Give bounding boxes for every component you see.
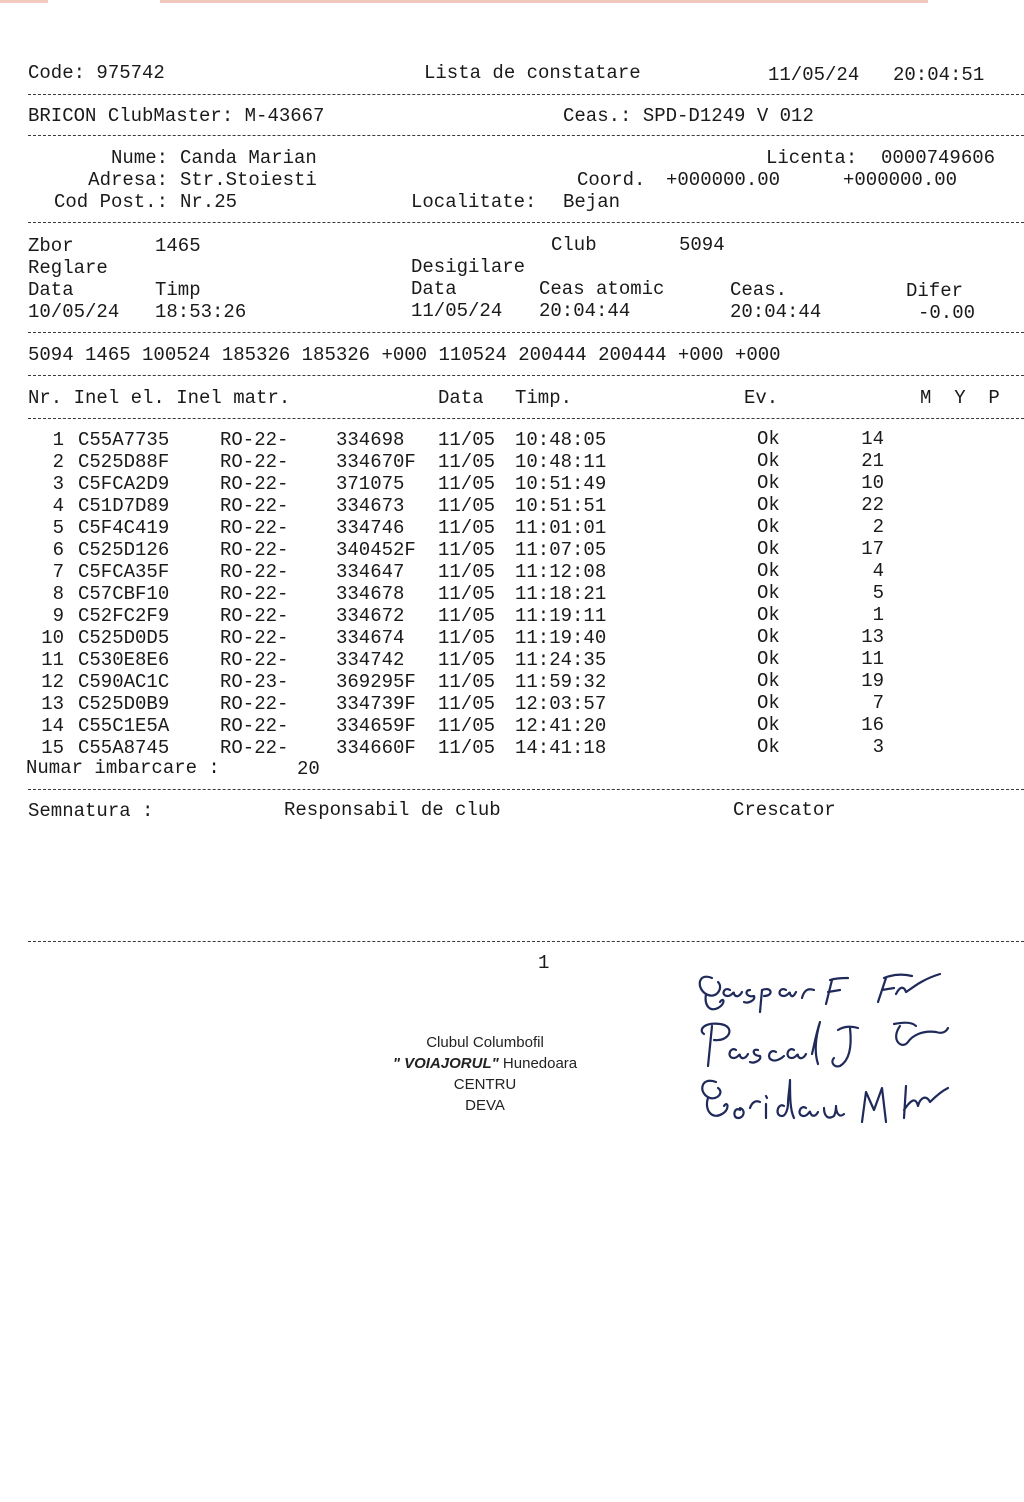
row-ring-number: 334742 bbox=[336, 649, 405, 671]
row-nr: 15 bbox=[41, 737, 64, 759]
page-number: 1 bbox=[538, 952, 550, 974]
row-nr: 12 bbox=[41, 671, 64, 693]
row-ring-electronic: C525D0B9 bbox=[78, 693, 170, 715]
row-ring-electronic: C525D0D5 bbox=[78, 627, 170, 649]
row-event: Ok bbox=[757, 472, 780, 494]
row-event: Ok bbox=[757, 538, 780, 560]
stamp-line-club: Clubul Columbofil bbox=[426, 1034, 544, 1051]
row-ring-number: 334678 bbox=[336, 583, 405, 605]
clock-time: 20:04:44 bbox=[730, 301, 822, 323]
row-time: 11:19:40 bbox=[515, 627, 607, 649]
row-date: 11/05 bbox=[438, 429, 496, 451]
club-stamp bbox=[360, 1032, 610, 1116]
signature-label: Semnatura : bbox=[28, 800, 154, 822]
boarding-count-label: Numar imbarcare : bbox=[26, 757, 220, 779]
row-nr: 11 bbox=[41, 649, 64, 671]
row-nr: 4 bbox=[52, 495, 64, 517]
row-event: Ok bbox=[757, 736, 780, 758]
row-position: 22 bbox=[861, 494, 884, 516]
row-date: 11/05 bbox=[438, 737, 496, 759]
row-ring-prefix: RO-22- bbox=[220, 495, 289, 517]
stamp-line-centre: CENTRU bbox=[453, 1076, 517, 1093]
row-ring-number: 334647 bbox=[336, 561, 405, 583]
row-ring-electronic: C5FCA35F bbox=[78, 561, 170, 583]
data-label: Data bbox=[28, 279, 74, 301]
row-nr: 1 bbox=[52, 429, 64, 451]
boarding-count: 20 bbox=[297, 758, 320, 780]
row-nr: 10 bbox=[41, 627, 64, 649]
club-responsible-label: Responsabil de club bbox=[284, 799, 501, 821]
row-date: 11/05 bbox=[438, 715, 496, 737]
col-header-myp: M Y P bbox=[920, 387, 1000, 409]
stamp-city: Hunedoara bbox=[502, 1055, 578, 1072]
row-time: 12:41:20 bbox=[515, 715, 607, 737]
reglare-date: 10/05/24 bbox=[28, 301, 120, 323]
row-position: 16 bbox=[861, 714, 884, 736]
report-date: 11/05/24 bbox=[768, 64, 860, 86]
atomic-clock-time: 20:04:44 bbox=[539, 300, 631, 322]
row-event: Ok bbox=[757, 604, 780, 626]
row-time: 14:41:18 bbox=[515, 737, 607, 759]
row-time: 11:01:01 bbox=[515, 517, 607, 539]
row-ring-electronic: C55C1E5A bbox=[78, 715, 170, 737]
row-nr: 9 bbox=[52, 605, 64, 627]
signature-pascal bbox=[702, 1022, 948, 1066]
report-code: Code: 975742 bbox=[28, 62, 165, 84]
row-ring-electronic: C525D88F bbox=[78, 451, 170, 473]
row-ring-number: 334698 bbox=[336, 429, 405, 451]
row-time: 12:03:57 bbox=[515, 693, 607, 715]
row-ring-electronic: C525D126 bbox=[78, 539, 170, 561]
row-ring-prefix: RO-22- bbox=[220, 561, 289, 583]
row-ring-number: 334670F bbox=[336, 451, 416, 473]
clubmaster-id: BRICON ClubMaster: M-43667 bbox=[28, 105, 325, 127]
row-nr: 7 bbox=[52, 561, 64, 583]
stamp-club-name: " VOIAJORUL" bbox=[392, 1055, 499, 1072]
row-ring-number: 334674 bbox=[336, 627, 405, 649]
name-label: Nume: bbox=[110, 147, 168, 169]
row-ring-prefix: RO-22- bbox=[220, 693, 289, 715]
stamp-line-deva: DEVA bbox=[465, 1097, 505, 1114]
row-position: 21 bbox=[861, 450, 884, 472]
atomic-clock-label: Ceas atomic bbox=[539, 278, 665, 300]
row-ring-electronic: C55A8745 bbox=[78, 737, 170, 759]
row-time: 11:24:35 bbox=[515, 649, 607, 671]
address-label: Adresa: bbox=[88, 169, 168, 191]
row-event: Ok bbox=[757, 560, 780, 582]
row-nr: 3 bbox=[52, 473, 64, 495]
row-event: Ok bbox=[757, 450, 780, 472]
row-time: 11:18:21 bbox=[515, 583, 607, 605]
row-ring-prefix: RO-22- bbox=[220, 539, 289, 561]
report-time: 20:04:51 bbox=[893, 64, 985, 86]
row-time: 11:59:32 bbox=[515, 671, 607, 693]
row-ring-prefix: RO-22- bbox=[220, 627, 289, 649]
row-event: Ok bbox=[757, 626, 780, 648]
desigilare-label: Desigilare bbox=[411, 256, 526, 278]
row-date: 11/05 bbox=[438, 649, 496, 671]
row-ring-electronic: C52FC2F9 bbox=[78, 605, 170, 627]
row-ring-prefix: RO-22- bbox=[220, 715, 289, 737]
postcode-label: Cod Post.: bbox=[53, 191, 168, 213]
license-number: 0000749606 bbox=[881, 147, 996, 169]
divider bbox=[28, 135, 1024, 136]
row-event: Ok bbox=[757, 428, 780, 450]
col-header-data: Data bbox=[438, 387, 484, 409]
row-position: 14 bbox=[861, 428, 884, 450]
coord-x: +000000.00 bbox=[666, 169, 781, 191]
row-date: 11/05 bbox=[438, 561, 496, 583]
owner-address: Str.Stoiesti bbox=[180, 169, 317, 191]
club-label: Club bbox=[551, 234, 597, 256]
row-ring-electronic: C55A7735 bbox=[78, 429, 170, 451]
clock-id: Ceas.: SPD-D1249 V 012 bbox=[563, 105, 814, 127]
reglare-time: 18:53:26 bbox=[155, 301, 247, 323]
report-title: Lista de constatare bbox=[424, 62, 641, 84]
row-nr: 13 bbox=[41, 693, 64, 715]
divider bbox=[28, 332, 1024, 333]
col-header-timp: Timp. bbox=[515, 387, 573, 409]
divider bbox=[28, 941, 1024, 942]
signature-goridau bbox=[702, 1080, 948, 1122]
divider bbox=[28, 222, 1024, 223]
row-ring-number: 369295F bbox=[336, 671, 416, 693]
owner-postcode: Nr.25 bbox=[180, 191, 238, 213]
row-ring-electronic: C590AC1C bbox=[78, 671, 170, 693]
row-ring-prefix: RO-22- bbox=[220, 649, 289, 671]
divider bbox=[28, 418, 1024, 419]
row-event: Ok bbox=[757, 648, 780, 670]
row-date: 11/05 bbox=[438, 605, 496, 627]
row-ring-number: 334660F bbox=[336, 737, 416, 759]
row-event: Ok bbox=[757, 494, 780, 516]
flight-label: Zbor bbox=[28, 235, 74, 257]
row-time: 11:19:11 bbox=[515, 605, 607, 627]
timp-label: Timp bbox=[155, 279, 201, 301]
row-event: Ok bbox=[757, 692, 780, 714]
row-date: 11/05 bbox=[438, 671, 496, 693]
coord-label: Coord. bbox=[577, 169, 646, 191]
desigilare-date: 11/05/24 bbox=[411, 300, 503, 322]
row-ring-electronic: C51D7D89 bbox=[78, 495, 170, 517]
divider bbox=[28, 789, 1024, 790]
row-event: Ok bbox=[757, 714, 780, 736]
row-position: 17 bbox=[861, 538, 884, 560]
row-time: 10:48:05 bbox=[515, 429, 607, 451]
reglare-label: Reglare bbox=[28, 257, 108, 279]
row-date: 11/05 bbox=[438, 473, 496, 495]
row-ring-prefix: RO-22- bbox=[220, 429, 289, 451]
row-position: 10 bbox=[861, 472, 884, 494]
row-position: 5 bbox=[872, 582, 884, 604]
top-edge-strip bbox=[0, 0, 48, 3]
row-ring-number: 371075 bbox=[336, 473, 405, 495]
row-time: 11:12:08 bbox=[515, 561, 607, 583]
clock-difference: -0.00 bbox=[918, 302, 976, 324]
data-label: Data bbox=[411, 278, 457, 300]
owner-name: Canda Marian bbox=[180, 147, 317, 169]
row-position: 2 bbox=[872, 516, 884, 538]
row-nr: 2 bbox=[52, 451, 64, 473]
row-ring-number: 334672 bbox=[336, 605, 405, 627]
row-ring-electronic: C57CBF10 bbox=[78, 583, 170, 605]
col-header-ev: Ev. bbox=[744, 387, 779, 409]
difference-label: Difer bbox=[906, 280, 964, 302]
row-ring-prefix: RO-22- bbox=[220, 451, 289, 473]
row-ring-electronic: C5FCA2D9 bbox=[78, 473, 170, 495]
divider bbox=[28, 375, 1024, 376]
row-date: 11/05 bbox=[438, 495, 496, 517]
row-date: 11/05 bbox=[438, 451, 496, 473]
stamp-line-name bbox=[360, 1053, 610, 1074]
row-ring-prefix: RO-22- bbox=[220, 517, 289, 539]
signature-gaspar bbox=[700, 974, 940, 1012]
summary-line: 5094 1465 100524 185326 185326 +000 110524 200444 200444 +000 +000 bbox=[28, 344, 781, 366]
row-nr: 5 bbox=[52, 517, 64, 539]
row-date: 11/05 bbox=[438, 539, 496, 561]
row-ring-prefix: RO-22- bbox=[220, 473, 289, 495]
row-nr: 8 bbox=[52, 583, 64, 605]
license-label: Licenta: bbox=[766, 147, 858, 169]
row-ring-electronic: C530E8E6 bbox=[78, 649, 170, 671]
coord-y: +000000.00 bbox=[843, 169, 958, 191]
row-ring-prefix: RO-22- bbox=[220, 583, 289, 605]
row-event: Ok bbox=[757, 582, 780, 604]
handwritten-signatures bbox=[690, 960, 970, 1130]
row-ring-prefix: RO-22- bbox=[220, 737, 289, 759]
row-position: 13 bbox=[861, 626, 884, 648]
row-time: 10:51:49 bbox=[515, 473, 607, 495]
row-ring-number: 340452F bbox=[336, 539, 416, 561]
row-position: 11 bbox=[861, 648, 884, 670]
flight-number: 1465 bbox=[155, 235, 201, 257]
row-ring-prefix: RO-22- bbox=[220, 605, 289, 627]
row-time: 10:51:51 bbox=[515, 495, 607, 517]
row-nr: 14 bbox=[41, 715, 64, 737]
row-date: 11/05 bbox=[438, 517, 496, 539]
col-header-nr-inel: Nr. Inel el. Inel matr. bbox=[28, 387, 291, 409]
row-ring-prefix: RO-23- bbox=[220, 671, 289, 693]
breeder-label: Crescator bbox=[733, 799, 836, 821]
row-date: 11/05 bbox=[438, 583, 496, 605]
row-ring-number: 334659F bbox=[336, 715, 416, 737]
clock-label: Ceas. bbox=[730, 279, 788, 301]
row-ring-number: 334746 bbox=[336, 517, 405, 539]
row-position: 3 bbox=[872, 736, 884, 758]
owner-locality: Bejan bbox=[563, 191, 621, 213]
row-date: 11/05 bbox=[438, 627, 496, 649]
divider bbox=[28, 94, 1024, 95]
top-edge-strip bbox=[160, 0, 928, 3]
row-event: Ok bbox=[757, 516, 780, 538]
row-date: 11/05 bbox=[438, 693, 496, 715]
row-position: 7 bbox=[872, 692, 884, 714]
locality-label: Localitate: bbox=[411, 191, 537, 213]
row-ring-electronic: C5F4C419 bbox=[78, 517, 170, 539]
row-ring-number: 334673 bbox=[336, 495, 405, 517]
row-time: 11:07:05 bbox=[515, 539, 607, 561]
row-nr: 6 bbox=[52, 539, 64, 561]
row-position: 4 bbox=[872, 560, 884, 582]
row-time: 10:48:11 bbox=[515, 451, 607, 473]
row-event: Ok bbox=[757, 670, 780, 692]
club-number: 5094 bbox=[679, 234, 725, 256]
row-position: 1 bbox=[872, 604, 884, 626]
row-ring-number: 334739F bbox=[336, 693, 416, 715]
row-position: 19 bbox=[861, 670, 884, 692]
